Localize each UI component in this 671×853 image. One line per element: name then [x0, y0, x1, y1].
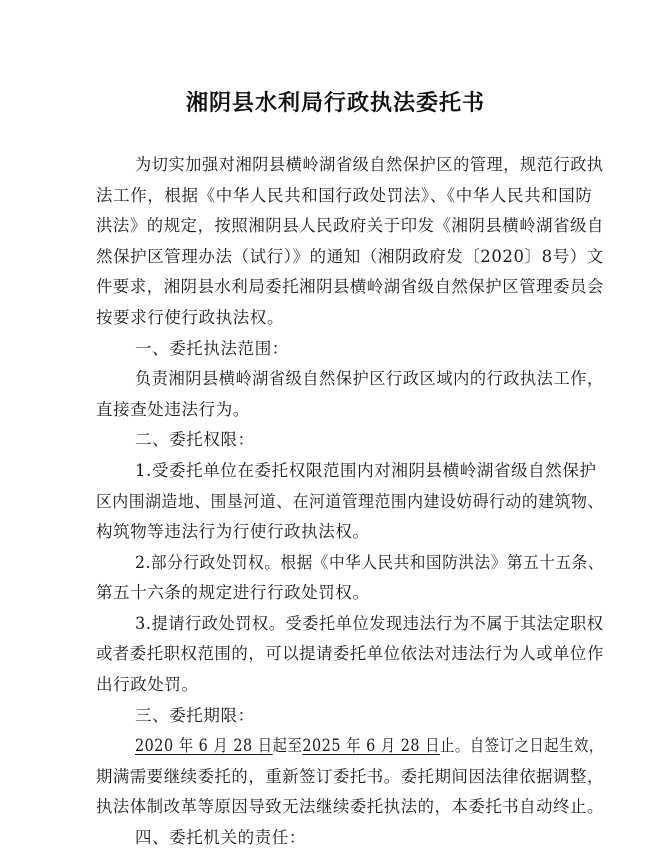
intro-line: 法工作，根据《中华人民共和国行政处罚法》、《中华人民共和国防: [96, 185, 593, 205]
term-rest: 止。自签订之日起生效，: [440, 736, 604, 756]
section-heading: 二、委托权限：: [135, 430, 255, 450]
intro-line: 然保护区管理办法（试行）》的通知（湘阴政府发〔2020〕8号）文: [96, 246, 604, 266]
section-body-line: 直接查处违法行为。: [96, 399, 250, 419]
section-heading: 三、委托期限：: [135, 705, 255, 725]
section-heading: 四、委托机关的责任：: [135, 828, 306, 847]
end-date: 2025 年 6 月 28 日: [302, 736, 441, 756]
section-body-line: 1.受委托单位在委托权限范围内对湘阴县横岭湖省级自然保护: [135, 460, 597, 480]
intro-line: 为切实加强对湘阴县横岭湖省级自然保护区的管理，规范行政执: [135, 155, 604, 174]
section-body-line: 2.部分行政处罚权。根据《中华人民共和国防洪法》第五十五条、: [135, 552, 604, 572]
term-period-line: [135, 736, 604, 756]
section-body-line: 第五十六条的规定进行行政处罚权。: [96, 583, 370, 603]
intro-line: 洪法》的规定，按照湘阴县人民政府关于印发《湘阴县横岭湖省级自: [96, 216, 604, 236]
section-body-line: 区内围湖造地、围垦河道、在河道管理范围内建设妨碍行动的建筑物、: [96, 491, 604, 511]
section-body-line: 负责湘阴县横岭湖省级自然保护区行政区域内的行政执法工作，: [135, 369, 604, 389]
section-heading: 一、委托执法范围：: [135, 338, 289, 358]
date-connector: 起至: [272, 736, 303, 756]
section-body-line: 构筑物等违法行为行使行政执法权。: [96, 522, 370, 542]
section-body-line: 期满需要继续委托的，重新签订委托书。委托期间因法律依据调整，: [96, 766, 604, 786]
section-body-line: 或者委托职权范围的，可以提请委托单位依法对违法行为人或单位作: [96, 644, 604, 664]
intro-line: 件要求，湘阴县水利局委托湘阴县横岭湖省级自然保护区管理委员会: [96, 277, 604, 297]
intro-line: 按要求行使行政执法权。: [96, 307, 285, 327]
section-body-line: 出行政处罚。: [96, 675, 199, 695]
section-body-line: 3.提请行政处罚权。受委托单位发现违法行为不属于其法定职权: [135, 613, 604, 633]
section-body-line: 执法体制改革等原因导致无法继续委托执法的，本委托书自动终止。: [96, 797, 604, 817]
start-date: 2020 年 6 月 28 日: [135, 736, 273, 756]
page-title: 湘阴县水利局行政执法委托书: [185, 90, 485, 116]
